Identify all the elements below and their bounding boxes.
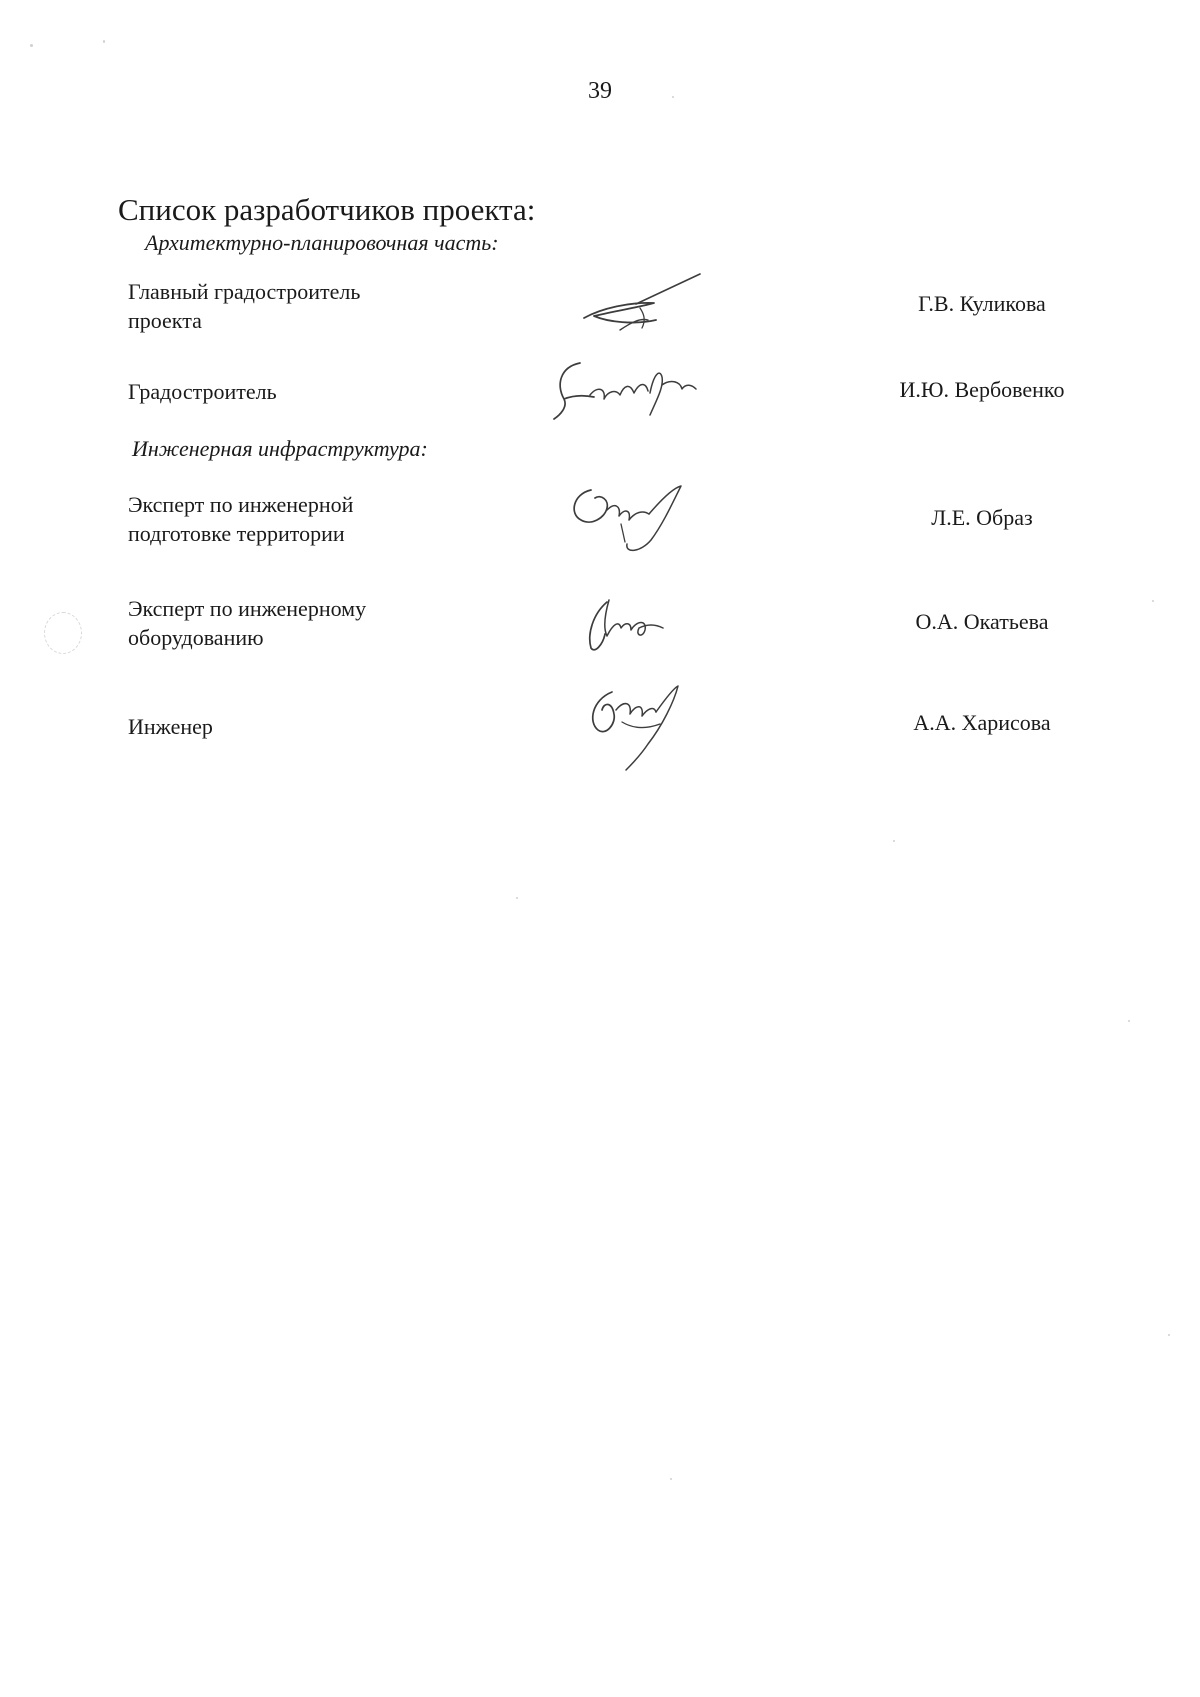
role-chief-urban-planner xyxy=(128,277,360,335)
role-engineering-preparation-expert xyxy=(128,490,353,548)
developer-name: А.А. Харисова xyxy=(913,710,1051,735)
scan-speck xyxy=(1128,1020,1130,1022)
role-line: подготовке территории xyxy=(128,521,345,546)
signature-image xyxy=(582,680,692,780)
role-line: Эксперт по инженерной xyxy=(128,492,354,517)
signature-image xyxy=(580,270,710,340)
role-engineer xyxy=(128,712,213,741)
role-line: оборудованию xyxy=(128,625,264,650)
scan-speck xyxy=(1152,600,1154,602)
punch-hole-mark xyxy=(44,612,82,654)
scan-speck xyxy=(893,840,895,842)
scan-speck xyxy=(670,1478,672,1480)
role-engineering-equipment-expert xyxy=(128,594,366,652)
scan-speck xyxy=(1168,1334,1170,1336)
role-line: Инженер xyxy=(128,714,213,739)
scan-speck xyxy=(672,96,674,98)
page-title: Список разработчиков проекта: xyxy=(118,192,536,227)
page-number: 39 xyxy=(588,78,612,104)
scan-speck xyxy=(516,897,518,899)
role-line: Главный градостроитель xyxy=(128,279,361,304)
section-title-infrastructure: Инженерная инфраструктура: xyxy=(132,436,428,461)
role-line: Градостроитель xyxy=(128,379,277,404)
role-urban-planner xyxy=(128,377,277,406)
developer-name: О.А. Окатьева xyxy=(915,609,1049,634)
scan-speck xyxy=(30,44,33,47)
developer-name: Г.В. Куликова xyxy=(918,291,1046,316)
signature-image xyxy=(565,480,705,560)
signature-image xyxy=(585,594,685,664)
scan-speck xyxy=(103,40,105,43)
developer-name: Л.Е. Образ xyxy=(931,505,1033,530)
role-line: Эксперт по инженерному xyxy=(128,596,367,621)
signature-image xyxy=(550,355,730,425)
developer-name: И.Ю. Вербовенко xyxy=(899,377,1065,402)
section-title-architecture: Архитектурно-планировочная часть: xyxy=(145,230,499,255)
role-line: проекта xyxy=(128,308,202,333)
